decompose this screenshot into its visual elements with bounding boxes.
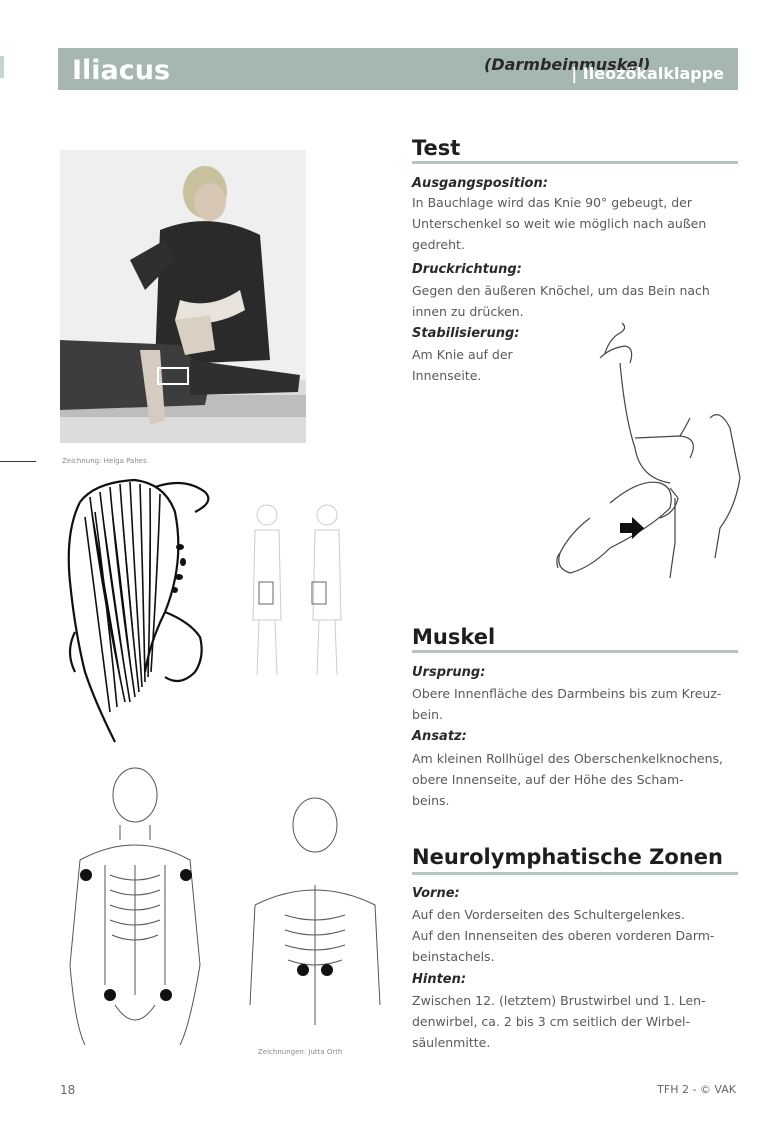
muscle-rule [412,650,738,653]
organ-label: | Ileozökalklappe [571,64,724,83]
pressure-label: Druckrichtung: [412,262,522,277]
muscle-name: Iliacus [72,55,171,86]
muscle-name-german: (Darmbeinmuskel) [484,55,651,74]
muscle-heading: Muskel [412,625,496,649]
origin-label: Ursprung: [412,665,486,680]
back-label: Hinten: [412,972,467,987]
stabilization-label: Stabilisierung: [412,326,520,341]
back-text: Zwischen 12. (letztem) Brustwirbel und 1. Len- denwirbel, ca. 2 bis 3 cm seitlich der Wirbel- säulenmitte. [412,993,706,1050]
leg-test-diagram [550,318,745,583]
zones-rule [412,872,738,875]
start-position-text: In Bauchlage wird das Knie 90° gebeugt, der Unterschenkel so weit wie möglich nach außen gedreht. [412,195,707,252]
zones-heading: Neurolymphatische Zonen [412,845,723,869]
photo-credit: Zeichnung: Helga Pahes [62,457,147,465]
front-label: Vorne: [412,886,460,901]
test-heading: Test [412,136,461,160]
divider [0,461,36,462]
insertion-text: Am kleinen Rollhügel des Oberschenkelknochens, obere Innenseite, auf der Höhe des Scham- beins. [412,751,724,808]
arrow-icon [620,517,644,539]
neurolymphatic-zones-drawing [60,765,390,1055]
origin-text: Obere Innenfläche des Darmbeins bis zum Kreuz- bein. [412,686,722,722]
insertion-label: Ansatz: [412,729,467,744]
source-credit: TFH 2 - © VAK [657,1083,736,1096]
start-position-label: Ausgangsposition: [412,176,548,191]
pressure-text: Gegen den äußeren Knöchel, um das Bein nach innen zu drücken. [412,283,710,319]
test-rule [412,161,738,164]
edge-marker [0,56,4,78]
iliacus-muscle-drawing [55,472,225,748]
faint-figure-sketches [245,500,355,680]
drawings-credit: Zeichnungen: Jutta Orth [258,1048,343,1056]
page-number: 18 [60,1083,76,1097]
stabilization-text: Am Knie auf der Innenseite. [412,347,513,383]
front-text: Auf den Vorderseiten des Schultergelenkes. Auf den Innenseiten des oberen vorderen Darm- beinstachels. [412,907,715,964]
test-photo [60,150,306,443]
